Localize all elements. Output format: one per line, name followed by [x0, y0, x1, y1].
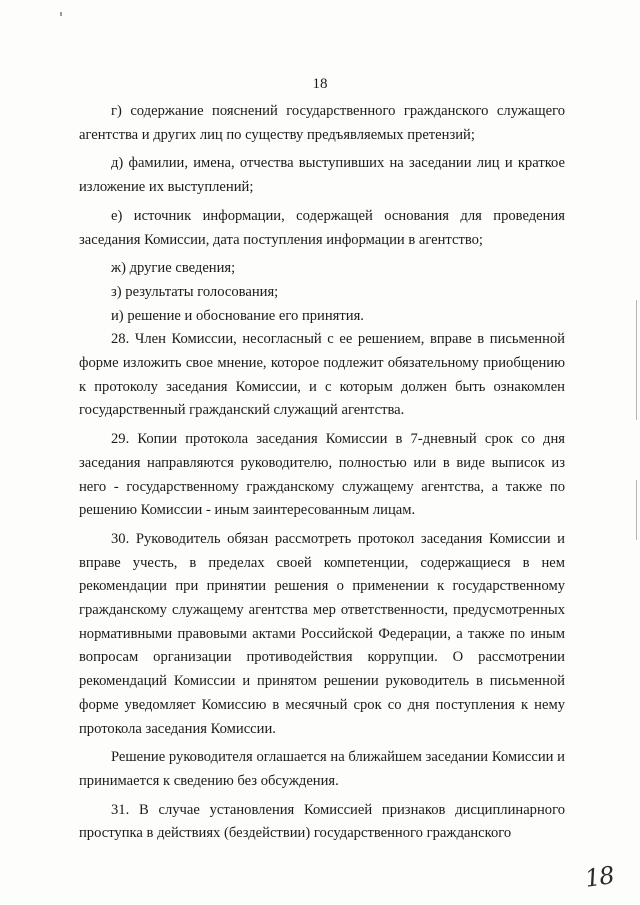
document-body	[79, 100, 565, 846]
paragraph: 30. Руководитель обязан рассмотреть протокол заседания Комиссии и вправе учесть, в пределах своей компетенции, содержащиеся в нем рекомендации при принятии решения о применении к государственному гражданскому служащему агентства мер ответственности, предусмотренных нормативными правовыми актами Российской Федерации, а также по иным вопросам организации противодействия коррупции. О рассмотрении рекомендаций Комиссии и принятом решении руководитель в письменной форме уведомляет Комиссию в месячный срок со дня поступления к нему протокола заседания Комиссии.	[79, 530, 565, 737]
paragraph: з) результаты голосования;	[111, 283, 279, 300]
paragraph: 28. Член Комиссии, несогласный с ее решением, вправе в письменной форме изложить свое мнение, которое подлежит обязательному приобщению к протоколу заседания Комиссии, и с которым должен быть ознакомлен государственный гражданский служащий агентства.	[79, 331, 565, 419]
paragraph: и) решение и обоснование его принятия.	[111, 307, 364, 324]
scan-right-edge	[636, 300, 637, 420]
paragraph: ж) другие сведения;	[111, 260, 236, 277]
scan-artifact-mark	[60, 12, 62, 16]
paragraph: 31. В случае установления Комиссией признаков дисциплинарного проступка в действиях (бездействии) государственного гражданского	[79, 801, 565, 842]
scan-right-edge	[636, 480, 637, 540]
paragraph: г) содержание пояснений государственного гражданского служащего агентства и других лиц по существу предъявляемых претензий;	[79, 103, 565, 143]
page-number: 18	[312, 76, 328, 92]
paragraph: 29. Копии протокола заседания Комиссии в 7-дневный срок со дня заседания направляются руководителю, полностью или в виде выписок из него - государственному гражданскому служащему агентства, а также по решению Комиссии - иным заинтересованным лицам.	[79, 431, 565, 519]
paragraph: е) источник информации, содержащей основания для проведения заседания Комиссии, дата поступления информации в агентство;	[79, 207, 565, 248]
paragraph: Решение руководителя оглашается на ближайшем заседании Комиссии и принимается к сведению без обсуждения.	[79, 749, 565, 789]
handwritten-page-number: 18	[583, 861, 616, 893]
paragraph: д) фамилии, имена, отчества выступивших на заседании лиц и краткое изложение их выступлений;	[79, 155, 565, 196]
